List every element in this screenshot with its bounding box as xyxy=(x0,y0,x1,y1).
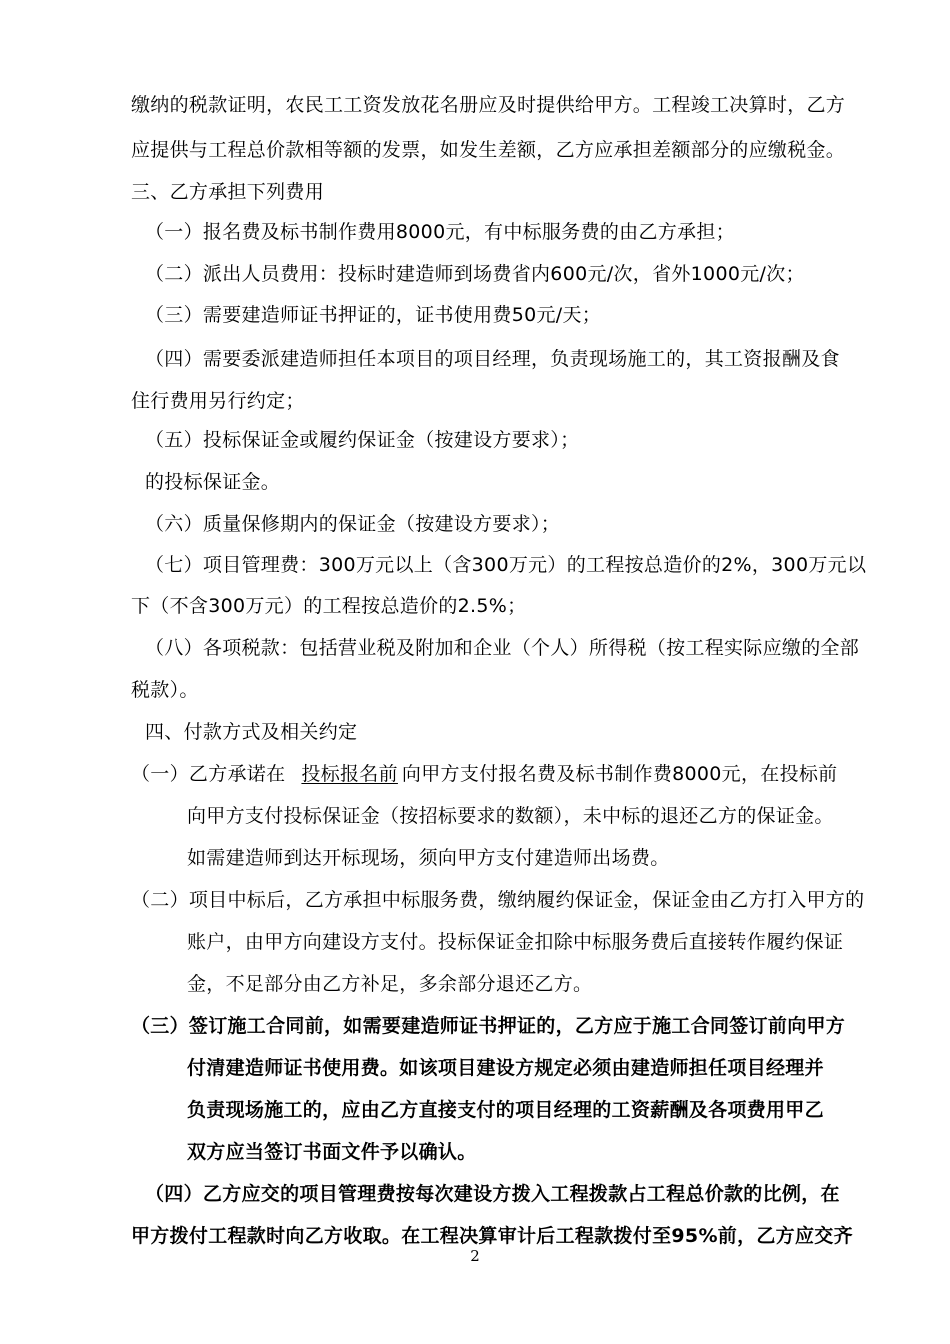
text-line: （四）需要委派建造师担任本项目的项目经理，负责现场施工的，其工资报酬及食 xyxy=(145,348,840,370)
section-heading: 三、乙方承担下列费用 xyxy=(131,181,325,203)
clause-prefix: （一）乙方承诺在 xyxy=(131,763,286,785)
text-line: 下（不含300万元）的工程按总造价的2.5%； xyxy=(131,595,527,617)
text-line: （七）项目管理费：300万元以上（含300万元）的工程按总造价的2%，300万元以 xyxy=(145,554,867,576)
bold-text-line: 付清建造师证书使用费。如该项目建设方规定必须由建造师担任项目经理并 xyxy=(187,1057,824,1079)
bold-text-line: （四）乙方应交的项目管理费按每次建设方拨入工程拨款占工程总价款的比例，在 xyxy=(145,1183,840,1205)
underlined-term: 投标报名前 xyxy=(301,763,398,785)
bold-text-line: （三）签订施工合同前，如需要建造师证书押证的，乙方应于施工合同签订前向甲方 xyxy=(131,1015,846,1037)
text-line: 金，不足部分由乙方补足，多余部分退还乙方。 xyxy=(187,973,593,995)
text-line: （一）报名费及标书制作费用8000元，有中标服务费的由乙方承担； xyxy=(145,221,735,243)
section-heading: 四、付款方式及相关约定 xyxy=(145,721,358,743)
bold-text-line: 双方应当签订书面文件予以确认。 xyxy=(187,1141,477,1163)
text-line: （三）需要建造师证书押证的，证书使用费50元/天； xyxy=(145,304,602,326)
page-number: 2 xyxy=(470,1247,480,1265)
clause-rest: 向甲方支付报名费及标书制作费8000元，在投标前 xyxy=(401,763,838,785)
bold-text-line: 负责现场施工的，应由乙方直接支付的项目经理的工资薪酬及各项费用甲乙 xyxy=(187,1099,824,1121)
text-line: 应提供与工程总价款相等额的发票，如发生差额，乙方应承担差额部分的应缴税金。 xyxy=(131,139,846,161)
text-line: （二）派出人员费用：投标时建造师到场费省内600元/次，省外1000元/次； xyxy=(145,263,805,285)
text-line: 住行费用另行约定； xyxy=(131,390,305,412)
text-line xyxy=(131,762,837,786)
text-line: （六）质量保修期内的保证金（按建设方要求）； xyxy=(145,513,561,535)
text-line: （八）各项税款：包括营业税及附加和企业（个人）所得税（按工程实际应缴的全部 xyxy=(145,637,860,659)
text-line: 缴纳的税款证明，农民工工资发放花名册应及时提供给甲方。工程竣工决算时，乙方 xyxy=(131,94,846,116)
bold-text-line: 甲方拨付工程款时向乙方收取。在工程决算审计后工程款拨付至95%前，乙方应交齐 xyxy=(131,1225,853,1247)
text-line: 账户，由甲方向建设方支付。投标保证金扣除中标服务费后直接转作履约保证 xyxy=(187,931,844,953)
text-line: 的投标保证金。 xyxy=(145,471,281,493)
text-line: 税款）。 xyxy=(131,679,199,701)
text-line: 如需建造师到达开标现场，须向甲方支付建造师出场费。 xyxy=(187,847,670,869)
text-line: （二）项目中标后，乙方承担中标服务费，缴纳履约保证金，保证金由乙方打入甲方的 xyxy=(131,889,865,911)
text-line: （五）投标保证金或履约保证金（按建设方要求）； xyxy=(145,429,580,451)
text-line: 向甲方支付投标保证金（按招标要求的数额），未中标的退还乙方的保证金。 xyxy=(187,805,834,827)
